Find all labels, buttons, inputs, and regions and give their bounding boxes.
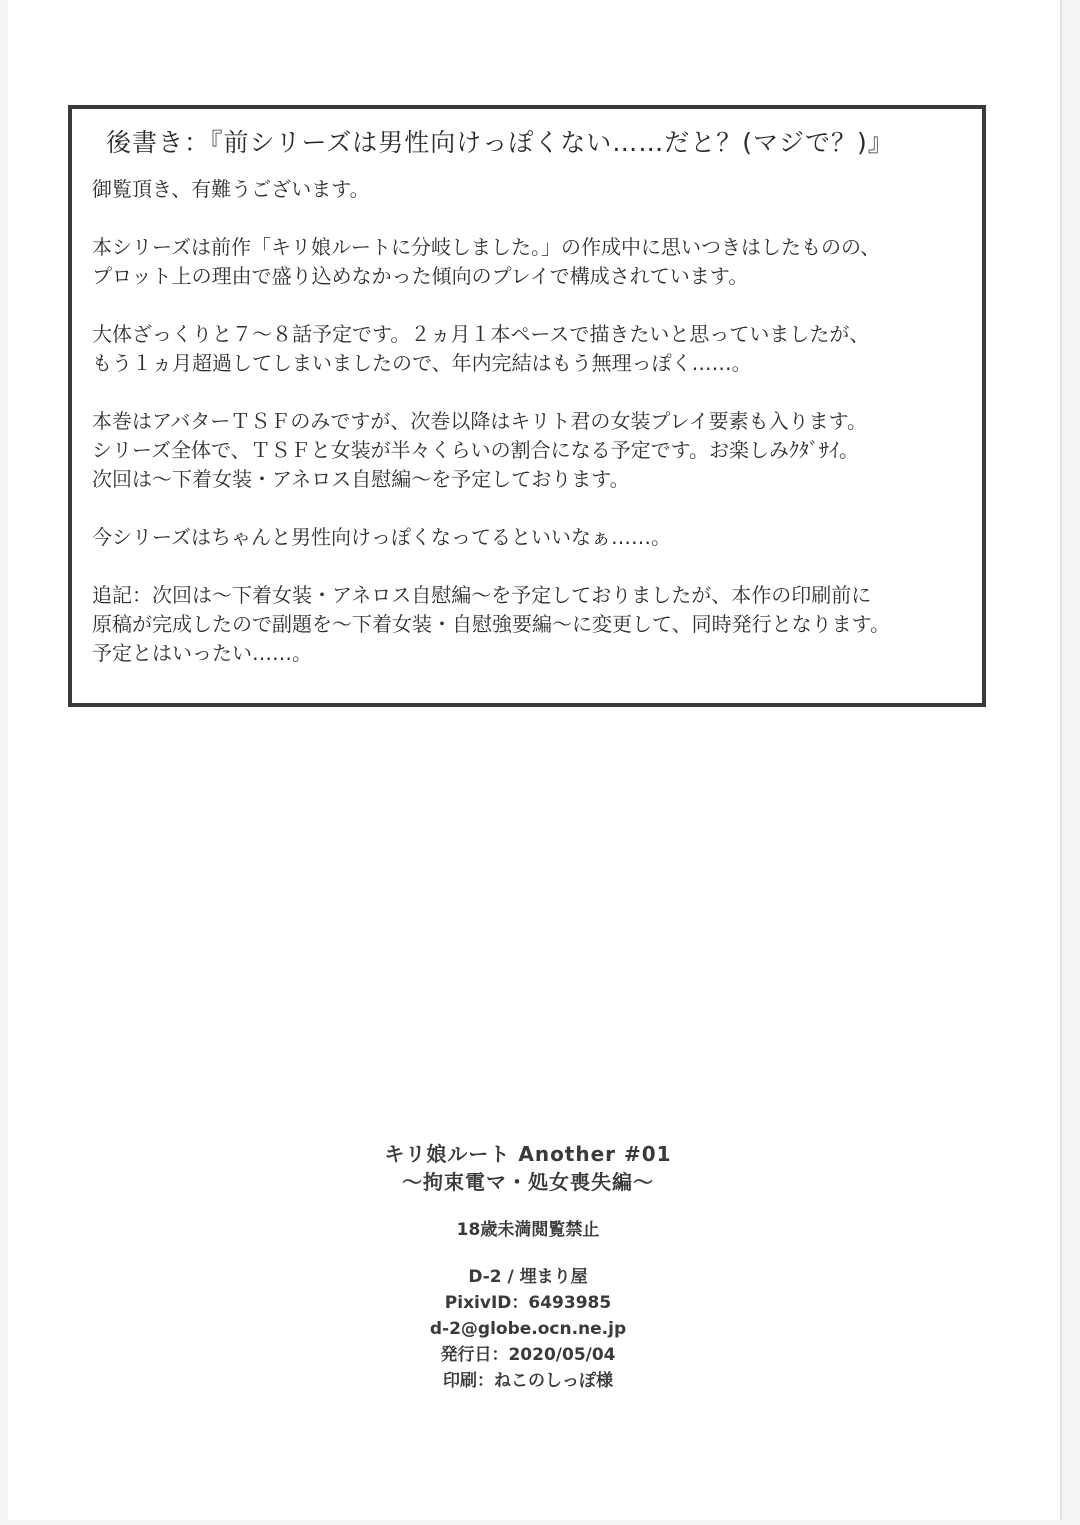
author-credit: D-2 / 埋まり屋 [468,1267,588,1287]
afterword-paragraph [92,233,972,291]
paragraph-line: もう１ヵ月超過してしまいましたので、年内完結はもう無理っぽく……。 [92,351,752,375]
paragraph-line: 御覧頂き、有難うございます。 [92,177,370,201]
book-page [8,0,1062,1520]
afterword-paragraph [92,581,972,668]
printer-credit: 印刷：ねこのしっぽ様 [443,1371,613,1391]
paragraph-line: 予定とはいったい……。 [92,641,312,665]
paragraph-line: 大体ざっくりと７～８話予定です。２ヵ月１本ペースで描きたいと思っていましたが、 [92,322,870,346]
afterword-title: 後書き：『前シリーズは男性向けっぽくない……だと？(マジで？)』 [106,128,894,157]
paragraph-line: 本シリーズは前作「キリ娘ルートに分岐しました。」の作成中に思いつきはしたものの、 [92,235,881,259]
paragraph-line: 原稿が完成したので副題を～下着女装・自慰強要編～に変更して、同時発行となります。 [92,612,890,636]
afterword-paragraph [92,320,972,378]
book-title: キリ娘ルート Another #01 [384,1142,672,1166]
afterword-paragraph [92,175,972,204]
afterword-paragraph [92,407,972,494]
afterword-body [92,175,972,668]
afterword-box [68,105,986,707]
paragraph-line: プロット上の理由で盛り込めなかった傾向のプレイで構成されています。 [92,264,749,288]
age-rating: 18歳未満閲覧禁止 [456,1220,600,1240]
paragraph-line: 追記：次回は～下着女装・アネロス自慰編～を予定しておりましたが、本作の印刷前に [92,583,872,607]
paragraph-line: 次回は～下着女装・アネロス自慰編～を予定しております。 [92,467,630,491]
contact-email: d-2@globe.ocn.ne.jp [429,1319,627,1339]
book-subtitle: ～拘束電マ・処女喪失編～ [402,1170,654,1194]
paragraph-line: 今シリーズはちゃんと男性向けっぽくなってるといいなぁ……。 [92,525,671,549]
credits [8,1264,1048,1394]
pixiv-id: PixivID：6493985 [444,1293,612,1313]
paragraph-line: シリーズ全体で、ＴＳＦと女装が半々くらいの割合になる予定です。お楽しみｸﾀﾞｻｲ。 [92,438,859,462]
paragraph-line: 本巻はアバターＴＳＦのみですが、次巻以降はキリト君の女装プレイ要素も入ります。 [92,409,867,433]
colophon [8,1140,1048,1394]
publish-date: 発行日：2020/05/04 [440,1345,616,1365]
afterword-paragraph [92,523,972,552]
